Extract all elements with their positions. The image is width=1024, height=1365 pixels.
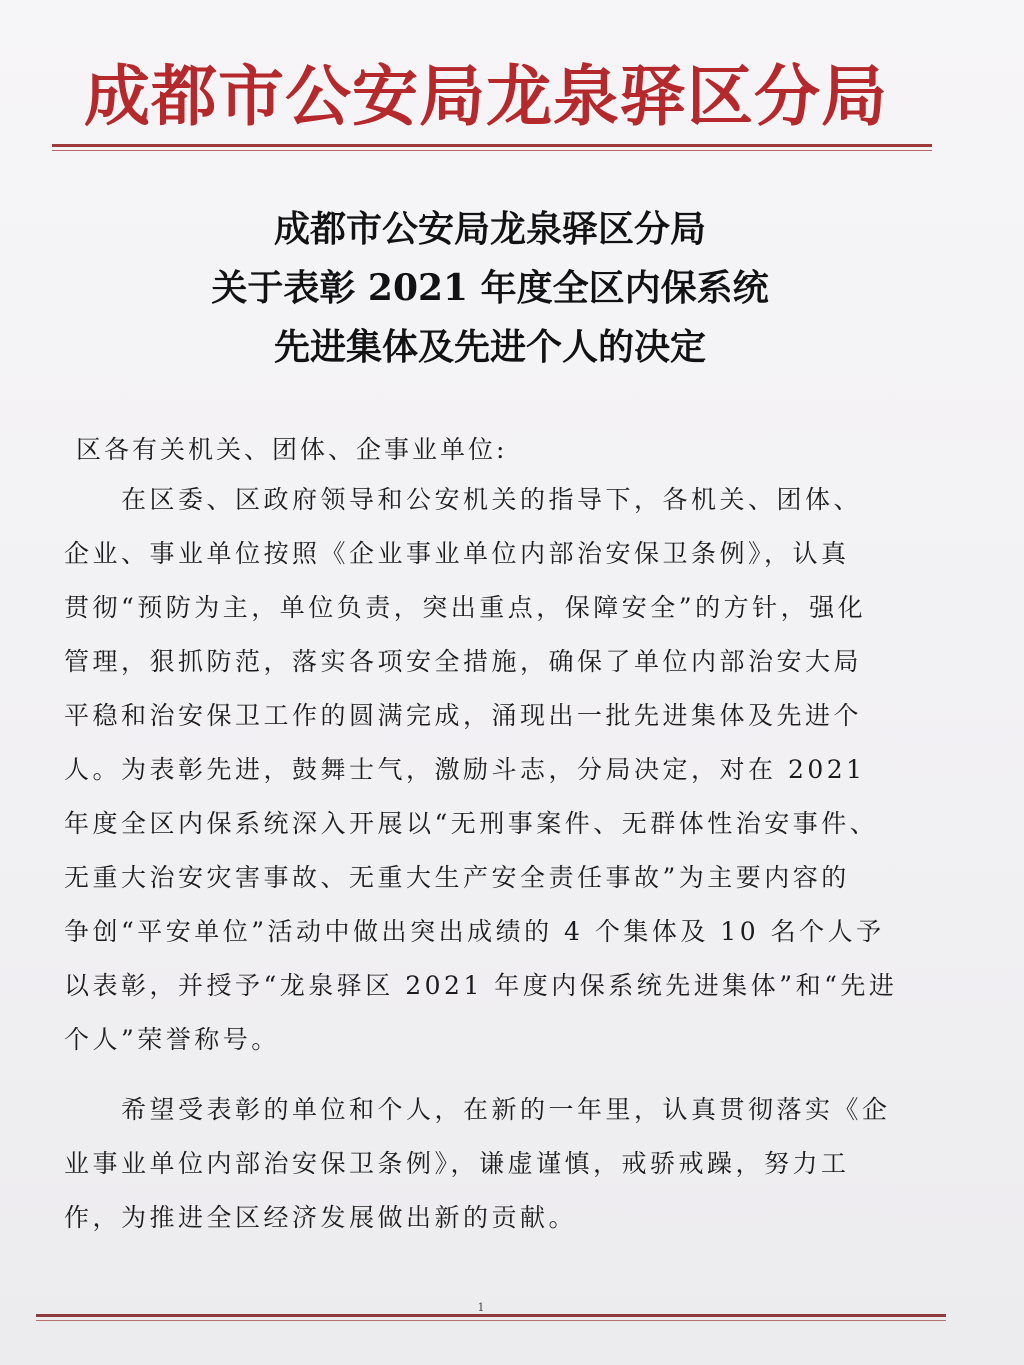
body-line: 年度全区内保系统深入开展以“无刑事案件、无群体性治安事件、 bbox=[64, 809, 879, 838]
letterhead-rule bbox=[52, 144, 932, 147]
body-line: 以表彰，并授予“龙泉驿区 2021 年度内保系统先进集体”和“先进 bbox=[64, 971, 898, 1000]
body-line: 贯彻“预防为主，单位负责，突出重点，保障安全”的方针，强化 bbox=[64, 593, 867, 622]
footer-rule-thin bbox=[36, 1320, 946, 1321]
page-number: 1 bbox=[477, 1301, 485, 1314]
body-line: 争创“平安单位”活动中做出突出成绩的 4 个集体及 10 名个人予 bbox=[64, 917, 885, 946]
body-line: 在区委、区政府领导和公安机关的指导下，各机关、团体、 bbox=[64, 485, 863, 514]
body-line: 业事业单位内部治安保卫条例》，谦虚谨慎，戒骄戒躁，努力工 bbox=[64, 1149, 850, 1178]
footer-rule bbox=[36, 1314, 946, 1317]
body-line: 人。为表彰先进，鼓舞士气，激励斗志，分局决定，对在 2021 bbox=[64, 755, 866, 784]
body-line: 作，为推进全区经济发展做出新的贡献。 bbox=[64, 1203, 578, 1232]
body-line: 企业、事业单位按照《企业事业单位内部治安保卫条例》，认真 bbox=[64, 539, 850, 568]
body-line: 个人”荣誉称号。 bbox=[64, 1025, 280, 1054]
salutation: 区各有关机关、团体、企事业单位: bbox=[76, 435, 508, 464]
body-line: 无重大治安灾害事故、无重大生产安全责任事故”为主要内容的 bbox=[64, 863, 850, 892]
document-title-line: 关于表彰 2021 年度全区内保系统 bbox=[211, 267, 769, 309]
body-line: 希望受表彰的单位和个人，在新的一年里，认真贯彻落实《企 bbox=[64, 1095, 891, 1124]
body-line: 管理，狠抓防范，落实各项安全措施，确保了单位内部治安大局 bbox=[64, 647, 863, 676]
letterhead-title: 成都市公安局龙泉驿区分局 bbox=[84, 57, 888, 135]
body-line: 平稳和治安保卫工作的圆满完成，涌现出一批先进集体及先进个 bbox=[64, 701, 863, 730]
document-title bbox=[100, 200, 880, 377]
body-paragraph-1 bbox=[64, 473, 924, 1067]
body-paragraph-2 bbox=[64, 1083, 924, 1245]
document-title-line: 成都市公安局龙泉驿区分局 bbox=[273, 208, 706, 250]
letterhead-rule-thin bbox=[52, 150, 932, 151]
document-title-line: 先进集体及先进个人的决定 bbox=[273, 326, 706, 368]
